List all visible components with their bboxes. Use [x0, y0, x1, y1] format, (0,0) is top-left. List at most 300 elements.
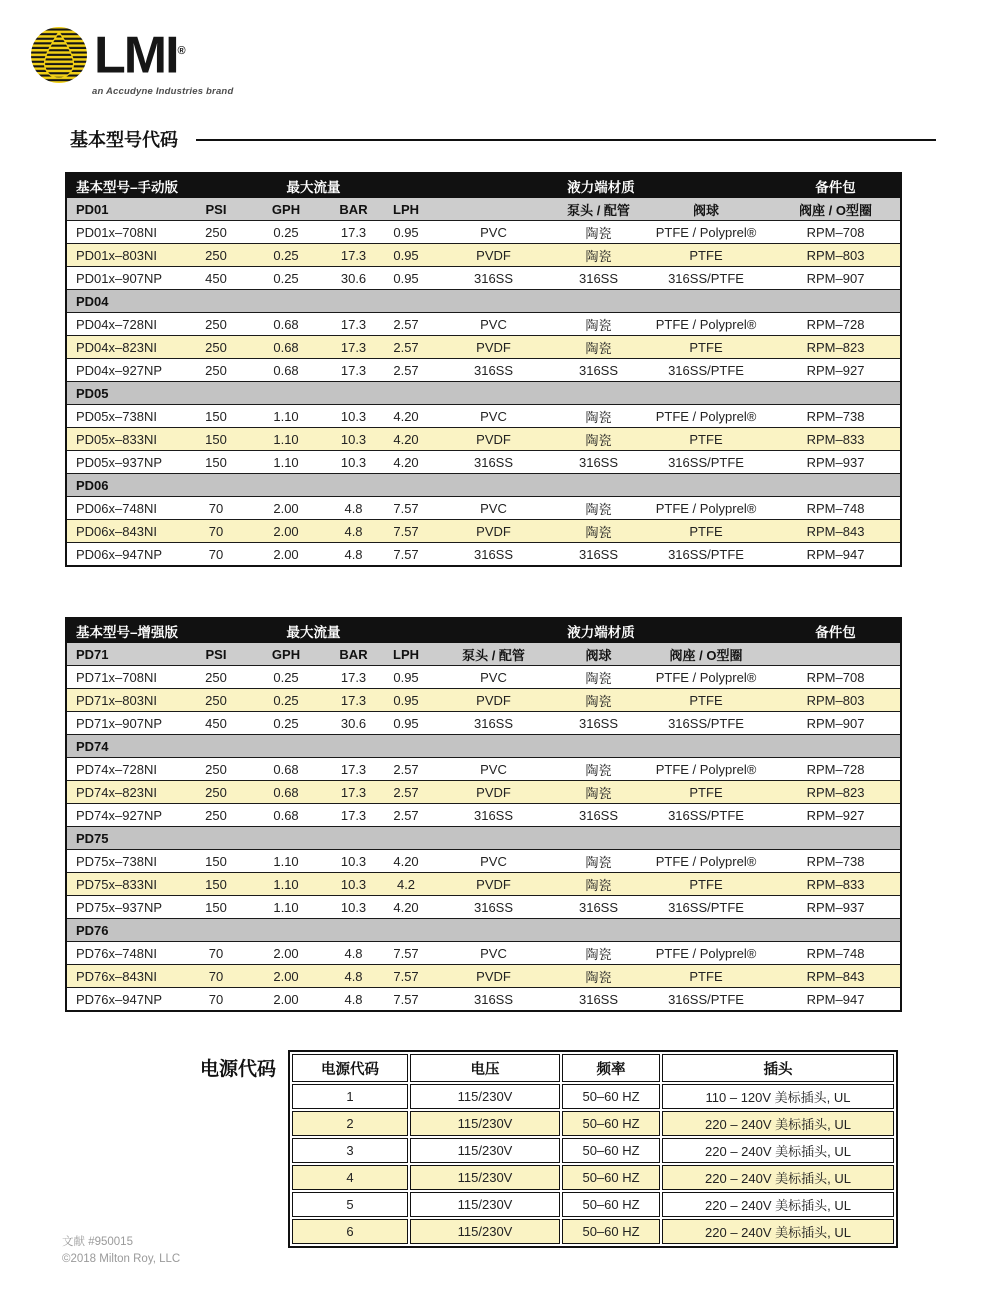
model-code-cell: PD71x–907NP	[66, 712, 186, 735]
power-value-cell: 115/230V	[410, 1084, 560, 1109]
table-group-header-row	[66, 618, 901, 643]
value-cell: PTFE	[641, 428, 771, 451]
model-code-cell: PD71x–803NI	[66, 689, 186, 712]
value-cell: 1.10	[246, 850, 326, 873]
value-cell: RPM–947	[771, 543, 901, 567]
model-code-cell: PD76x–843NI	[66, 965, 186, 988]
value-cell: PVC	[431, 221, 556, 244]
model-code-cell: PD74x–823NI	[66, 781, 186, 804]
value-cell: RPM–927	[771, 359, 901, 382]
model-row	[66, 221, 901, 244]
model-code-cell: PD75x–937NP	[66, 896, 186, 919]
power-row	[292, 1192, 894, 1217]
power-section-label: 电源代码	[200, 1059, 277, 1080]
value-cell: 0.95	[381, 689, 431, 712]
model-row	[66, 497, 901, 520]
column-header-cell: 阀球	[641, 198, 771, 221]
value-cell: RPM–823	[771, 781, 901, 804]
value-cell: PTFE	[641, 689, 771, 712]
value-cell: 0.25	[246, 666, 326, 689]
series-label-cell: PD74	[66, 735, 901, 758]
model-code-cell: PD01x–803NI	[66, 244, 186, 267]
model-row	[66, 850, 901, 873]
value-cell: 0.68	[246, 359, 326, 382]
value-cell: PTFE	[641, 244, 771, 267]
power-value-cell: 115/230V	[410, 1219, 560, 1244]
value-cell: PVDF	[431, 781, 556, 804]
power-row	[292, 1111, 894, 1136]
value-cell: 150	[186, 850, 246, 873]
column-header-cell: 泵头 / 配管	[556, 198, 641, 221]
brand-logo	[30, 26, 233, 97]
value-cell: 250	[186, 336, 246, 359]
power-value-cell: 4	[292, 1165, 408, 1190]
value-cell: 250	[186, 313, 246, 336]
power-value-cell: 3	[292, 1138, 408, 1163]
value-cell: RPM–738	[771, 850, 901, 873]
power-value-cell: 50–60 HZ	[562, 1165, 660, 1190]
page-footer	[62, 1234, 180, 1267]
model-code-cell: PD74x–728NI	[66, 758, 186, 781]
model-code-cell: PD04x–728NI	[66, 313, 186, 336]
doc-number: 文献 #950015	[62, 1236, 133, 1248]
power-value-cell: 115/230V	[410, 1111, 560, 1136]
value-cell: 陶瓷	[556, 666, 641, 689]
value-cell: 10.3	[326, 873, 381, 896]
group-header-cell: 基本型号–手动版	[66, 173, 246, 198]
value-cell: 0.68	[246, 804, 326, 827]
model-row	[66, 359, 901, 382]
column-header-cell	[771, 643, 901, 666]
model-code-cell: PD76x–947NP	[66, 988, 186, 1012]
brand-tagline: an Accudyne Industries brand	[92, 86, 234, 97]
model-row	[66, 313, 901, 336]
value-cell: 4.8	[326, 520, 381, 543]
model-row	[66, 712, 901, 735]
value-cell: 70	[186, 497, 246, 520]
value-cell: RPM–748	[771, 497, 901, 520]
value-cell: 0.25	[246, 244, 326, 267]
power-row	[292, 1084, 894, 1109]
model-table-manual	[65, 172, 902, 567]
model-row	[66, 543, 901, 567]
power-row	[292, 1165, 894, 1190]
value-cell: RPM–708	[771, 221, 901, 244]
value-cell: 2.00	[246, 942, 326, 965]
power-value-cell: 115/230V	[410, 1192, 560, 1217]
power-value-cell: 220 – 240V 美标插头, UL	[662, 1165, 894, 1190]
value-cell: 316SS	[556, 988, 641, 1012]
value-cell: 0.25	[246, 221, 326, 244]
value-cell: 0.68	[246, 781, 326, 804]
model-row	[66, 965, 901, 988]
group-header-cell	[381, 618, 431, 643]
value-cell: 2.57	[381, 336, 431, 359]
value-cell: 17.3	[326, 336, 381, 359]
column-header-cell: PD01	[66, 198, 186, 221]
value-cell: PVC	[431, 666, 556, 689]
power-value-cell: 110 – 120V 美标插头, UL	[662, 1084, 894, 1109]
value-cell: 316SS	[556, 804, 641, 827]
value-cell: PTFE	[641, 520, 771, 543]
value-cell: 4.8	[326, 988, 381, 1012]
value-cell: 10.3	[326, 896, 381, 919]
value-cell: RPM–728	[771, 758, 901, 781]
value-cell: 7.57	[381, 543, 431, 567]
column-header-cell: PSI	[186, 643, 246, 666]
value-cell: 316SS/PTFE	[641, 804, 771, 827]
value-cell: 4.20	[381, 896, 431, 919]
power-value-cell: 50–60 HZ	[562, 1219, 660, 1244]
value-cell: PVC	[431, 758, 556, 781]
power-value-cell: 5	[292, 1192, 408, 1217]
page-title: 基本型号代码	[70, 130, 178, 150]
value-cell: 250	[186, 758, 246, 781]
value-cell: PTFE	[641, 965, 771, 988]
value-cell: 316SS	[556, 451, 641, 474]
value-cell: RPM–937	[771, 451, 901, 474]
model-row	[66, 405, 901, 428]
value-cell: 4.8	[326, 965, 381, 988]
value-cell: RPM–738	[771, 405, 901, 428]
value-cell: PVDF	[431, 965, 556, 988]
value-cell: 陶瓷	[556, 965, 641, 988]
value-cell: 316SS/PTFE	[641, 543, 771, 567]
value-cell: 316SS	[431, 451, 556, 474]
value-cell: 陶瓷	[556, 758, 641, 781]
value-cell: PVDF	[431, 244, 556, 267]
value-cell: PTFE / Polyprel®	[641, 313, 771, 336]
model-row	[66, 520, 901, 543]
value-cell: 70	[186, 520, 246, 543]
value-cell: 0.95	[381, 267, 431, 290]
value-cell: 4.20	[381, 451, 431, 474]
value-cell: 2.57	[381, 758, 431, 781]
power-header-cell: 插头	[662, 1054, 894, 1082]
table-group-header-row	[66, 173, 901, 198]
group-header-cell: 备件包	[771, 618, 901, 643]
value-cell: 4.20	[381, 850, 431, 873]
model-row	[66, 336, 901, 359]
column-header-cell: GPH	[246, 198, 326, 221]
value-cell: PTFE / Polyprel®	[641, 758, 771, 781]
column-header-cell: BAR	[326, 643, 381, 666]
model-code-cell: PD04x–927NP	[66, 359, 186, 382]
power-value-cell: 50–60 HZ	[562, 1138, 660, 1163]
model-code-cell: PD01x–708NI	[66, 221, 186, 244]
value-cell: 17.3	[326, 244, 381, 267]
value-cell: PTFE / Polyprel®	[641, 850, 771, 873]
model-row	[66, 804, 901, 827]
value-cell: PVC	[431, 405, 556, 428]
value-cell: 316SS	[431, 359, 556, 382]
value-cell: 250	[186, 781, 246, 804]
value-cell: 陶瓷	[556, 313, 641, 336]
model-code-cell: PD76x–748NI	[66, 942, 186, 965]
power-value-cell: 50–60 HZ	[562, 1111, 660, 1136]
power-value-cell: 1	[292, 1084, 408, 1109]
value-cell: 陶瓷	[556, 942, 641, 965]
value-cell: RPM–927	[771, 804, 901, 827]
value-cell: 4.8	[326, 942, 381, 965]
value-cell: PVC	[431, 313, 556, 336]
power-value-cell: 6	[292, 1219, 408, 1244]
series-section-row	[66, 382, 901, 405]
value-cell: 316SS/PTFE	[641, 896, 771, 919]
model-row	[66, 988, 901, 1012]
value-cell: PTFE	[641, 781, 771, 804]
power-value-cell: 50–60 HZ	[562, 1084, 660, 1109]
value-cell: RPM–833	[771, 428, 901, 451]
copyright: ©2018 Milton Roy, LLC	[62, 1252, 181, 1265]
table-subheader-row	[66, 643, 901, 666]
power-value-cell: 115/230V	[410, 1165, 560, 1190]
column-header-cell: 阀座 / O型圈	[641, 643, 771, 666]
value-cell: 10.3	[326, 850, 381, 873]
value-cell: 70	[186, 988, 246, 1012]
group-header-cell: 液力端材质	[431, 618, 771, 643]
value-cell: 250	[186, 689, 246, 712]
value-cell: 450	[186, 712, 246, 735]
value-cell: 316SS	[556, 267, 641, 290]
value-cell: 4.8	[326, 497, 381, 520]
value-cell: 陶瓷	[556, 428, 641, 451]
column-header-cell: 阀座 / O型圈	[771, 198, 901, 221]
power-value-cell: 50–60 HZ	[562, 1192, 660, 1217]
value-cell: RPM–803	[771, 244, 901, 267]
value-cell: RPM–937	[771, 896, 901, 919]
model-code-cell: PD05x–738NI	[66, 405, 186, 428]
value-cell: 2.57	[381, 781, 431, 804]
value-cell: PVC	[431, 942, 556, 965]
series-section-row	[66, 919, 901, 942]
value-cell: 7.57	[381, 965, 431, 988]
value-cell: PVC	[431, 497, 556, 520]
series-label-cell: PD76	[66, 919, 901, 942]
series-label-cell: PD04	[66, 290, 901, 313]
column-header-cell: PD71	[66, 643, 186, 666]
value-cell: 70	[186, 543, 246, 567]
model-code-cell: PD01x–907NP	[66, 267, 186, 290]
value-cell: 17.3	[326, 666, 381, 689]
model-code-cell: PD75x–833NI	[66, 873, 186, 896]
value-cell: 250	[186, 359, 246, 382]
value-cell: 0.25	[246, 267, 326, 290]
model-code-cell: PD74x–927NP	[66, 804, 186, 827]
value-cell: 0.68	[246, 336, 326, 359]
model-row	[66, 666, 901, 689]
value-cell: 0.95	[381, 244, 431, 267]
value-cell: 陶瓷	[556, 689, 641, 712]
value-cell: 70	[186, 965, 246, 988]
power-header-cell: 频率	[562, 1054, 660, 1082]
column-header-cell: PSI	[186, 198, 246, 221]
model-code-cell: PD05x–937NP	[66, 451, 186, 474]
value-cell: PVC	[431, 850, 556, 873]
value-cell: 316SS/PTFE	[641, 451, 771, 474]
model-code-cell: PD05x–833NI	[66, 428, 186, 451]
value-cell: 4.20	[381, 405, 431, 428]
value-cell: 2.00	[246, 497, 326, 520]
value-cell: RPM–907	[771, 712, 901, 735]
value-cell: 250	[186, 244, 246, 267]
value-cell: 316SS	[431, 804, 556, 827]
value-cell: 1.10	[246, 896, 326, 919]
value-cell: PTFE / Polyprel®	[641, 497, 771, 520]
value-cell: 2.57	[381, 804, 431, 827]
value-cell: 0.25	[246, 712, 326, 735]
registered-mark: ®	[177, 45, 186, 57]
value-cell: PTFE	[641, 873, 771, 896]
column-header-cell: 阀球	[556, 643, 641, 666]
value-cell: RPM–843	[771, 520, 901, 543]
model-code-cell: PD06x–748NI	[66, 497, 186, 520]
value-cell: 陶瓷	[556, 221, 641, 244]
section-title-row	[70, 126, 936, 152]
value-cell: 2.57	[381, 313, 431, 336]
value-cell: 2.00	[246, 520, 326, 543]
title-rule	[196, 139, 936, 141]
value-cell: 0.95	[381, 712, 431, 735]
model-row	[66, 873, 901, 896]
value-cell: RPM–803	[771, 689, 901, 712]
value-cell: 2.00	[246, 988, 326, 1012]
value-cell: 7.57	[381, 520, 431, 543]
value-cell: 150	[186, 873, 246, 896]
value-cell: 陶瓷	[556, 497, 641, 520]
value-cell: PVDF	[431, 873, 556, 896]
model-code-cell: PD04x–823NI	[66, 336, 186, 359]
value-cell: 7.57	[381, 497, 431, 520]
value-cell: 316SS	[556, 896, 641, 919]
group-header-cell	[381, 173, 431, 198]
value-cell: 30.6	[326, 712, 381, 735]
power-header-row	[292, 1054, 894, 1082]
series-section-row	[66, 827, 901, 850]
value-cell: 陶瓷	[556, 336, 641, 359]
value-cell: 30.6	[326, 267, 381, 290]
value-cell: 17.3	[326, 804, 381, 827]
value-cell: 250	[186, 221, 246, 244]
model-row	[66, 942, 901, 965]
value-cell: RPM–833	[771, 873, 901, 896]
value-cell: 10.3	[326, 405, 381, 428]
power-value-cell: 220 – 240V 美标插头, UL	[662, 1111, 894, 1136]
value-cell: 10.3	[326, 428, 381, 451]
power-value-cell: 115/230V	[410, 1138, 560, 1163]
group-header-cell: 液力端材质	[431, 173, 771, 198]
value-cell: 陶瓷	[556, 873, 641, 896]
value-cell: 450	[186, 267, 246, 290]
value-cell: 250	[186, 666, 246, 689]
value-cell: RPM–947	[771, 988, 901, 1012]
value-cell: 10.3	[326, 451, 381, 474]
value-cell: PTFE / Polyprel®	[641, 666, 771, 689]
value-cell: RPM–823	[771, 336, 901, 359]
value-cell: 316SS/PTFE	[641, 712, 771, 735]
value-cell: 316SS	[556, 359, 641, 382]
value-cell: 1.10	[246, 428, 326, 451]
value-cell: 316SS/PTFE	[641, 267, 771, 290]
series-section-row	[66, 474, 901, 497]
model-row	[66, 896, 901, 919]
table-subheader-row	[66, 198, 901, 221]
value-cell: 4.20	[381, 428, 431, 451]
value-cell: 316SS	[431, 712, 556, 735]
model-code-cell: PD06x–947NP	[66, 543, 186, 567]
column-header-cell: LPH	[381, 198, 431, 221]
model-row	[66, 428, 901, 451]
column-header-cell: LPH	[381, 643, 431, 666]
value-cell: 7.57	[381, 988, 431, 1012]
value-cell: 316SS	[431, 988, 556, 1012]
group-header-cell: 备件包	[771, 173, 901, 198]
value-cell: 250	[186, 804, 246, 827]
group-header-cell: 最大流量	[246, 173, 381, 198]
value-cell: 316SS/PTFE	[641, 988, 771, 1012]
series-label-cell: PD05	[66, 382, 901, 405]
lmi-drop-icon	[30, 26, 88, 84]
value-cell: 2.00	[246, 543, 326, 567]
value-cell: RPM–843	[771, 965, 901, 988]
power-code-section	[200, 1050, 898, 1248]
value-cell: PVDF	[431, 689, 556, 712]
value-cell: PVDF	[431, 336, 556, 359]
column-header-cell: GPH	[246, 643, 326, 666]
model-code-cell: PD75x–738NI	[66, 850, 186, 873]
power-row	[292, 1138, 894, 1163]
series-label-cell: PD06	[66, 474, 901, 497]
power-value-cell: 220 – 240V 美标插头, UL	[662, 1138, 894, 1163]
value-cell: 1.10	[246, 873, 326, 896]
value-cell: PTFE / Polyprel®	[641, 405, 771, 428]
value-cell: 0.95	[381, 666, 431, 689]
value-cell: 2.57	[381, 359, 431, 382]
column-header-cell: BAR	[326, 198, 381, 221]
value-cell: 陶瓷	[556, 850, 641, 873]
value-cell: 陶瓷	[556, 244, 641, 267]
value-cell: 陶瓷	[556, 781, 641, 804]
value-cell: 1.10	[246, 451, 326, 474]
model-row	[66, 244, 901, 267]
column-header-cell	[431, 198, 556, 221]
power-code-table	[288, 1050, 898, 1248]
value-cell: 150	[186, 405, 246, 428]
value-cell: 17.3	[326, 758, 381, 781]
model-row	[66, 689, 901, 712]
model-code-cell: PD71x–708NI	[66, 666, 186, 689]
brand-name: LMI®	[94, 26, 186, 85]
model-code-cell: PD06x–843NI	[66, 520, 186, 543]
value-cell: RPM–748	[771, 942, 901, 965]
value-cell: 17.3	[326, 781, 381, 804]
power-header-cell: 电源代码	[292, 1054, 408, 1082]
group-header-cell: 最大流量	[246, 618, 381, 643]
value-cell: 17.3	[326, 689, 381, 712]
value-cell: PTFE / Polyprel®	[641, 221, 771, 244]
value-cell: 316SS	[431, 267, 556, 290]
value-cell: 7.57	[381, 942, 431, 965]
value-cell: 0.95	[381, 221, 431, 244]
value-cell: 150	[186, 428, 246, 451]
value-cell: PTFE / Polyprel®	[641, 942, 771, 965]
power-value-cell: 220 – 240V 美标插头, UL	[662, 1192, 894, 1217]
value-cell: 0.68	[246, 758, 326, 781]
series-section-row	[66, 290, 901, 313]
series-label-cell: PD75	[66, 827, 901, 850]
value-cell: 陶瓷	[556, 405, 641, 428]
value-cell: 150	[186, 451, 246, 474]
